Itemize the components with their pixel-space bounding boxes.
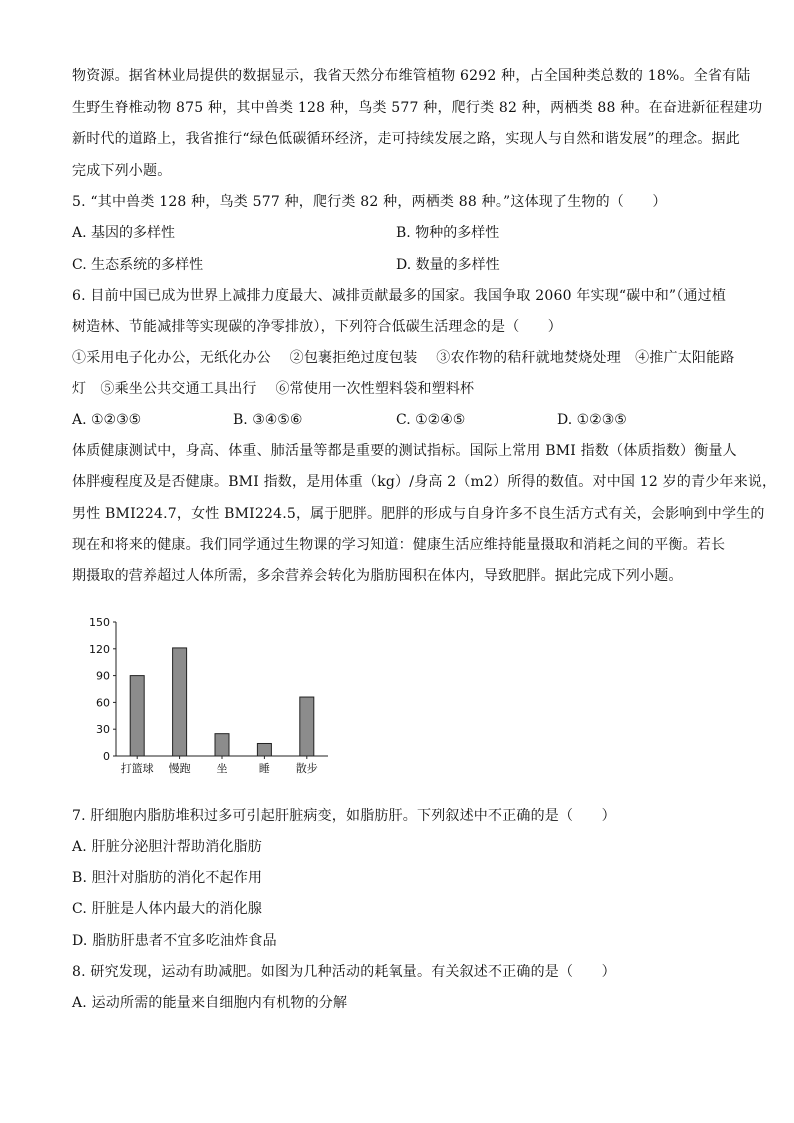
q5-option-d: D. 数量的多样性 bbox=[396, 257, 500, 273]
y-tick-label: 120 bbox=[89, 642, 110, 656]
passage1-line-2: 生野生脊椎动物 875 种，其中兽类 128 种，鸟类 577 种，爬行类 82 种，两栖类 88 种。在奋进新征程建功 bbox=[72, 100, 763, 116]
y-tick-label: 60 bbox=[96, 696, 110, 710]
q6-stem-line-2: 树造林、节能减排等实现碳的净零排放），下列符合低碳生活理念的是（ ） bbox=[72, 319, 562, 335]
q6-option-d: D. ①②③⑤ bbox=[557, 412, 627, 428]
q7-option-b: B. 胆汁对脂肪的消化不起作用 bbox=[72, 870, 263, 886]
bar-2 bbox=[173, 648, 187, 756]
x-tick-label: 散步 bbox=[295, 762, 318, 775]
y-tick-label: 150 bbox=[89, 616, 110, 629]
oxygen-consumption-bar-chart bbox=[80, 608, 340, 780]
x-tick-label: 坐 bbox=[216, 762, 228, 775]
q7-option-d: D. 脂肪肝患者不宜多吃油炸食品 bbox=[72, 933, 277, 949]
q5-option-c: C. 生态系统的多样性 bbox=[72, 257, 204, 273]
y-tick-label: 90 bbox=[96, 669, 110, 683]
passage1-line-3: 新时代的道路上，我省推行“绿色低碳循环经济，走可持续发展之路，实现人与自然和谐发展”的理念。据此 bbox=[72, 131, 740, 147]
passage1-line-1: 物资源。据省林业局提供的数据显示，我省天然分布维管植物 6292 种，占全国种类总数的 18%。全省有陆 bbox=[72, 68, 751, 84]
bar-3 bbox=[215, 734, 229, 756]
q6-stem-line-1: 6. 目前中国已成为世界上减排力度最大、减排贡献最多的国家。我国争取 2060 年实现“碳中和”（通过植 bbox=[72, 288, 727, 304]
q7-option-a: A. 肝脏分泌胆汁帮助消化脂肪 bbox=[72, 839, 263, 855]
q7-stem: 7. 肝细胞内脂肪堆积过多可引起肝脏病变，如脂肪肝。下列叙述中不正确的是（ ） bbox=[72, 808, 616, 824]
q6-option-a: A. ①②③⑤ bbox=[72, 412, 142, 428]
q7-option-c: C. 肝脏是人体内最大的消化腺 bbox=[72, 901, 263, 917]
x-tick-label: 慢跑 bbox=[168, 762, 191, 775]
bar-5 bbox=[300, 697, 314, 756]
q6-stem-line-3: ①采用电子化办公，无纸化办公 ②包裹拒绝过度包装 ③农作物的秸秆就地焚烧处理 ④推广太阳能路 bbox=[72, 350, 735, 366]
passage2-line-1: 体质健康测试中，身高、体重、肺活量等都是重要的测试指标。国际上常用 BMI 指数（体质指数）衡量人 bbox=[72, 443, 737, 459]
passage2-line-5: 期摄取的营养超过人体所需，多余营养会转化为脂肪囤积在体内，导致肥胖。据此完成下列小题。 bbox=[72, 568, 683, 584]
q6-option-c: C. ①②④⑤ bbox=[396, 412, 466, 428]
bar-4 bbox=[257, 743, 271, 756]
q8-option-a: A. 运动所需的能量来自细胞内有机物的分解 bbox=[72, 995, 348, 1011]
q8-stem: 8. 研究发现，运动有助减肥。如图为几种活动的耗氧量。有关叙述不正确的是（ ） bbox=[72, 964, 616, 980]
q5-option-b: B. 物种的多样性 bbox=[396, 225, 500, 241]
q6-option-b: B. ③④⑤⑥ bbox=[233, 412, 303, 428]
passage1-line-4: 完成下列小题。 bbox=[72, 163, 172, 179]
x-tick-label: 打篮球 bbox=[120, 762, 154, 775]
x-tick-label: 睡 bbox=[258, 762, 270, 775]
q6-stem-line-4: 灯 ⑤乘坐公共交通工具出行 ⑥常使用一次性塑料袋和塑料杯 bbox=[72, 381, 475, 397]
q5-option-a: A. 基因的多样性 bbox=[72, 225, 176, 241]
y-tick-label: 30 bbox=[96, 723, 110, 737]
passage2-line-2: 体胖瘦程度及是否健康。BMI 指数，是用体重（kg）/身高 2（m2）所得的数值。对中国 12 岁的青少年来说， bbox=[72, 474, 777, 490]
q5-stem: 5. “其中兽类 128 种，鸟类 577 种，爬行类 82 种，两栖类 88 种。”这体现了生物的（ ） bbox=[72, 194, 667, 210]
passage2-line-4: 现在和将来的健康。我们同学通过生物课的学习知道：健康生活应维持能量摄取和消耗之间的平衡。若长 bbox=[72, 537, 726, 553]
bar-1 bbox=[130, 676, 144, 756]
y-tick-label: 0 bbox=[103, 750, 110, 763]
passage2-line-3: 男性 BMI224.7，女性 BMI224.5，属于肥胖。肥胖的形成与自身许多不良生活方式有关，会影响到中学生的 bbox=[72, 506, 765, 522]
